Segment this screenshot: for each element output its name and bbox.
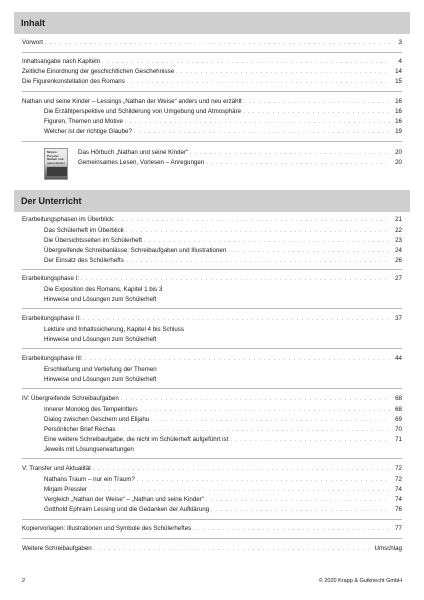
toc-page: 4 bbox=[398, 58, 402, 65]
toc-page: 77 bbox=[395, 525, 402, 532]
toc-title: Hinweise und Lösungen zum Schülerheft bbox=[44, 296, 157, 303]
toc-entry-phase-1[interactable] bbox=[22, 274, 402, 284]
toc-title: Welcher ist der richtige Glaube? bbox=[44, 128, 132, 135]
leader-dots bbox=[134, 127, 390, 137]
toc-title: Das Hörbuch „Nathan und seine Kinder“ bbox=[78, 149, 189, 156]
leader-dots bbox=[176, 67, 390, 77]
cover-author-first: Mirjam bbox=[47, 150, 57, 154]
section-header-inhalt: Inhalt bbox=[14, 12, 410, 34]
toc-entry-lektuere[interactable] bbox=[44, 325, 402, 335]
leader-dots bbox=[228, 246, 390, 256]
cover-title-2: seine Kinder bbox=[47, 160, 66, 165]
toc-entry-schuelerheft[interactable] bbox=[44, 226, 402, 236]
toc-entry-vergleich[interactable] bbox=[44, 495, 402, 505]
toc-entry-hinweise-1[interactable] bbox=[44, 295, 402, 305]
divider bbox=[22, 269, 402, 270]
toc-title: Nathan und seine Kinder – Lessings „Nathan der Weise“ anders und neu erzählt bbox=[22, 98, 242, 105]
toc-title: Dialog zwischen Geschem und Elijahu bbox=[44, 416, 150, 423]
toc-page: 72 bbox=[395, 465, 402, 472]
toc-title: Erarbeitungsphase II: bbox=[22, 315, 81, 322]
toc-title: Weitere Schreibaufgaben bbox=[22, 545, 92, 552]
toc-title: Zeitliche Einordnung der geschichtlichen Geschehnisse bbox=[22, 68, 175, 75]
toc-page: 19 bbox=[395, 128, 402, 135]
toc-title: IV: Übergreifende Schreibaufgaben bbox=[22, 395, 119, 402]
toc-page: 20 bbox=[395, 159, 402, 166]
toc-title: Erarbeitungsphase III: bbox=[22, 355, 83, 362]
leader-dots bbox=[45, 38, 390, 48]
toc-entry-gemeinsames-lesen[interactable] bbox=[78, 158, 402, 168]
toc-title: Persönlicher Brief Rechas bbox=[44, 426, 116, 433]
divider bbox=[22, 519, 402, 520]
toc-page: 68 bbox=[395, 406, 402, 413]
divider bbox=[22, 308, 402, 309]
toc-page: 71 bbox=[395, 436, 402, 443]
leader-dots bbox=[243, 107, 390, 117]
leader-dots bbox=[102, 57, 390, 67]
toc-entry-hinweise-2[interactable] bbox=[44, 335, 402, 345]
toc-entry-erschliessung[interactable] bbox=[44, 365, 402, 375]
cover-image bbox=[47, 167, 67, 176]
toc-page: 26 bbox=[395, 257, 402, 264]
toc-title: Hinweise und Lösungen zum Schülerheft bbox=[44, 376, 157, 383]
leader-dots bbox=[137, 475, 390, 485]
toc-page: 70 bbox=[395, 426, 402, 433]
leader-dots bbox=[144, 236, 390, 246]
toc-entry-loesungserwartungen[interactable] bbox=[44, 445, 402, 455]
divider bbox=[22, 458, 402, 459]
toc-entry-weitere-aufgabe[interactable] bbox=[44, 435, 402, 445]
toc-page: 20 bbox=[395, 149, 402, 156]
leader-dots bbox=[83, 314, 390, 324]
toc-page: 68 bbox=[395, 395, 402, 402]
leader-dots bbox=[206, 158, 390, 168]
leader-dots bbox=[151, 415, 390, 425]
section-header-unterricht: Der Unterricht bbox=[14, 190, 410, 212]
toc-title: Eine weitere Schreibaufgabe, die nicht im Schülerheft aufgeführt ist bbox=[44, 436, 229, 443]
divider bbox=[22, 91, 402, 92]
divider bbox=[22, 52, 402, 53]
toc-entry-pressler[interactable] bbox=[44, 485, 402, 495]
leader-dots bbox=[94, 544, 373, 554]
toc-title: Das Schülerheft im Überblick bbox=[44, 227, 124, 234]
leader-dots bbox=[211, 505, 390, 515]
leader-dots bbox=[126, 226, 390, 236]
toc-page: 23 bbox=[395, 237, 402, 244]
toc-page: 37 bbox=[395, 315, 402, 322]
toc-page: 16 bbox=[395, 108, 402, 115]
toc-page: 16 bbox=[395, 118, 402, 125]
leader-dots bbox=[89, 485, 390, 495]
toc-title: Figuren, Themen und Motive bbox=[44, 118, 123, 125]
toc-page: 27 bbox=[395, 275, 402, 282]
toc-entry-dialog[interactable] bbox=[44, 415, 402, 425]
divider bbox=[22, 388, 402, 389]
toc-entry-kopiervorlagen[interactable] bbox=[22, 524, 402, 534]
book-cover-thumbnail bbox=[44, 148, 68, 180]
toc-entry-phase-3[interactable] bbox=[22, 354, 402, 364]
toc-entry-erzaehlperspektive[interactable] bbox=[44, 107, 402, 117]
toc-title: Gemeinsames Lesen, Vorlesen – Anregungen bbox=[78, 159, 205, 166]
toc-page: 22 bbox=[395, 227, 402, 234]
copyright-notice: © 2020 Krapp & Gutknecht GmbH bbox=[318, 578, 402, 584]
toc-page: Umschlag bbox=[374, 545, 402, 552]
toc-entry-traum[interactable] bbox=[44, 475, 402, 485]
toc-page: 14 bbox=[395, 68, 402, 75]
toc-page: 74 bbox=[395, 486, 402, 493]
toc-entry-zeitliche-einordnung[interactable] bbox=[22, 67, 402, 77]
toc-entry-glaube[interactable] bbox=[44, 127, 402, 137]
toc-title: Hinweise und Lösungen zum Schülerheft bbox=[44, 336, 157, 343]
toc-title: Lektüre und Inhaltssicherung, Kapitel 4 bis Schluss bbox=[44, 326, 184, 333]
toc-title: Die Exposition des Romans, Kapitel 1 bis 3 bbox=[44, 286, 163, 293]
toc-title: V: Transfer und Aktualität bbox=[22, 465, 91, 472]
toc-title: Vorwort bbox=[22, 39, 43, 46]
toc-title: Der Einsatz des Schülerhefts bbox=[44, 257, 124, 264]
toc-entry-figurenkonstellation[interactable] bbox=[22, 77, 402, 87]
divider bbox=[22, 538, 402, 539]
leader-dots bbox=[117, 215, 390, 225]
toc-page: 44 bbox=[395, 355, 402, 362]
leader-dots bbox=[230, 435, 390, 445]
toc-title: Mirjam Pressler bbox=[44, 486, 87, 493]
leader-dots bbox=[125, 117, 390, 127]
cover-title-1: Nathan und bbox=[47, 157, 64, 162]
toc-title: Übergreifende Schreibanlässe: Schreibaufgaben und Illustrationen bbox=[44, 247, 227, 254]
toc-page: 21 bbox=[395, 216, 402, 223]
toc-entry-phase-2[interactable] bbox=[22, 314, 402, 324]
toc-title: Erarbeitungsphasen im Überblick: bbox=[22, 216, 115, 223]
toc-entry-nathan-lessing[interactable] bbox=[22, 97, 402, 107]
toc-title: Inhaltsangabe nach Kapiteln bbox=[22, 58, 101, 65]
page-footer bbox=[22, 576, 402, 586]
leader-dots bbox=[81, 274, 390, 284]
leader-dots bbox=[118, 425, 390, 435]
leader-dots bbox=[121, 394, 390, 404]
divider bbox=[22, 141, 402, 142]
leader-dots bbox=[206, 495, 390, 505]
toc-title: Die Erzählperspektive und Schilderung von Umgebung und Atmosphäre bbox=[44, 108, 242, 115]
toc-entry-weitere-schreibaufgaben[interactable] bbox=[22, 544, 402, 554]
leader-dots bbox=[127, 77, 390, 87]
leader-dots bbox=[193, 524, 390, 534]
toc-entry-transfer-v[interactable] bbox=[22, 464, 402, 474]
toc-page: 15 bbox=[395, 78, 402, 85]
toc-page: 74 bbox=[395, 496, 402, 503]
toc-title: Nathans Traum – nur ein Traum? bbox=[44, 476, 135, 483]
toc-entry-schreibanlaesse[interactable] bbox=[44, 246, 402, 256]
leader-dots bbox=[85, 354, 390, 364]
divider bbox=[22, 348, 402, 349]
toc-entry-monolog[interactable] bbox=[44, 405, 402, 415]
toc-title: Kopiervorlagen: Illustrationen und Symbole des Schülerheftes bbox=[22, 525, 192, 532]
toc-page: 3 bbox=[398, 39, 402, 46]
leader-dots bbox=[126, 256, 390, 266]
toc-page: 69 bbox=[395, 416, 402, 423]
leader-dots bbox=[140, 405, 390, 415]
toc-entry-schreibaufgaben-iv[interactable] bbox=[22, 394, 402, 404]
page-number: 2 bbox=[22, 578, 26, 584]
toc-entry-brief[interactable] bbox=[44, 425, 402, 435]
toc-title: Erschließung und Vertiefung der Themen bbox=[44, 366, 157, 373]
toc-page: 16 bbox=[395, 98, 402, 105]
toc-entry-vorwort[interactable] bbox=[22, 38, 402, 48]
cover-author-last: Pressler bbox=[47, 153, 59, 158]
toc-page: 76 bbox=[395, 506, 402, 513]
toc-entry-figuren-themen[interactable] bbox=[44, 117, 402, 127]
toc-title: Innerer Monolog des Tempelritters bbox=[44, 406, 138, 413]
toc-title: Gotthold Ephraim Lessing und die Gedanken der Aufklärung bbox=[44, 506, 210, 513]
toc-entry-uebersichtsseiten[interactable] bbox=[44, 236, 402, 246]
toc-entry-erarbeitungsphasen[interactable] bbox=[22, 215, 402, 225]
toc-page: 72 bbox=[395, 476, 402, 483]
toc-entry-einsatz[interactable] bbox=[44, 256, 402, 266]
toc-entry-hinweise-3[interactable] bbox=[44, 375, 402, 385]
toc-title: Die Übersichtsseiten im Schülerheft bbox=[44, 237, 143, 244]
leader-dots bbox=[244, 97, 390, 107]
toc-entry-hoerbuch[interactable] bbox=[78, 148, 402, 158]
toc-entry-inhaltsangabe[interactable] bbox=[22, 57, 402, 67]
toc-title: Vergleich „Nathan der Weise“ – „Nathan und seine Kinder“ bbox=[44, 496, 204, 503]
toc-page: 24 bbox=[395, 247, 402, 254]
toc-entry-aufklaerung[interactable] bbox=[44, 505, 402, 515]
toc-title: Die Figurenkonstellation des Romans bbox=[22, 78, 125, 85]
leader-dots bbox=[190, 148, 390, 158]
leader-dots bbox=[93, 464, 390, 474]
toc-title: Jeweils mit Lösungserwartungen bbox=[44, 446, 134, 453]
toc-title: Erarbeitungsphase I: bbox=[22, 275, 80, 282]
toc-entry-exposition[interactable] bbox=[44, 285, 402, 295]
